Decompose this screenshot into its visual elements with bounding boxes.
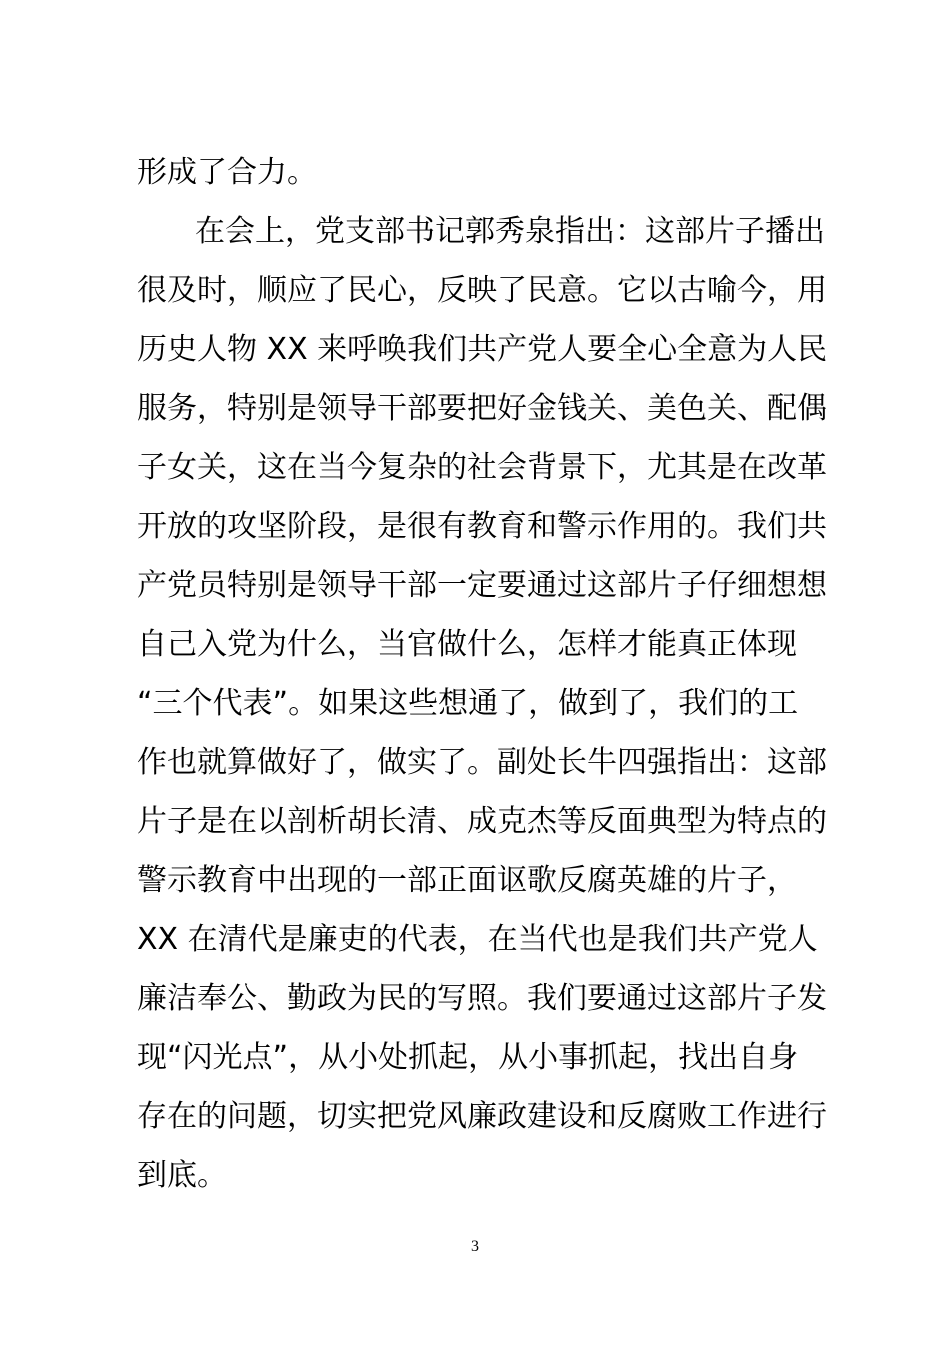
text-line-5: 服务，特别是领导干部要把好金钱关、美色关、配偶: [137, 391, 827, 426]
text-line-10: “三个代表”。如果这些想通了，做到了，我们的工: [137, 686, 799, 721]
text-line-15: 廉洁奉公、勤政为民的写照。我们要通过这部片子发: [137, 981, 827, 1016]
text-line-14: XX 在清代是廉吏的代表，在当代也是我们共产党人: [137, 922, 818, 957]
text-line-1: 形成了合力。: [137, 155, 317, 190]
text-line-9: 自己入党为什么，当官做什么，怎样才能真正体现: [137, 627, 797, 662]
text-line-11: 作也就算做好了，做实了。副处长牛四强指出：这部: [137, 745, 827, 780]
text-line-13: 警示教育中出现的一部正面讴歌反腐英雄的片子，: [137, 863, 797, 898]
text-line-12: 片子是在以剖析胡长清、成克杰等反面典型为特点的: [137, 804, 827, 839]
page-number: 3: [471, 1238, 479, 1255]
text-line-3: 很及时，顺应了民心，反映了民意。它以古喻今，用: [137, 273, 827, 308]
text-line-6: 子女关，这在当今复杂的社会背景下，尤其是在改革: [137, 450, 827, 485]
paragraph-start-line: 在会上，党支部书记郭秀泉指出：这部片子播出: [195, 214, 825, 249]
text-line-4: 历史人物 XX 来呼唤我们共产党人要全心全意为人民: [137, 332, 828, 367]
text-line-17: 存在的问题，切实把党风廉政建设和反腐败工作进行: [137, 1099, 827, 1134]
text-line-8: 产党员特别是领导干部一定要通过这部片子仔细想想: [137, 568, 827, 603]
text-line-7: 开放的攻坚阶段，是很有教育和警示作用的。我们共: [137, 509, 827, 544]
text-line-18: 到底。: [137, 1158, 227, 1193]
text-line-16: 现“闪光点”，从小处抓起，从小事抓起，找出自身: [137, 1040, 799, 1075]
